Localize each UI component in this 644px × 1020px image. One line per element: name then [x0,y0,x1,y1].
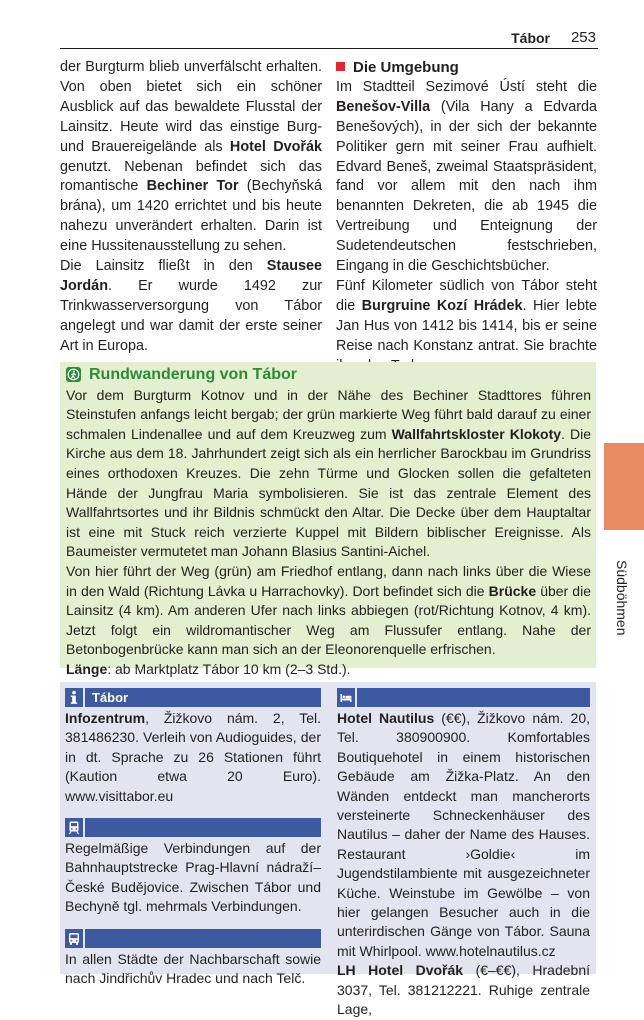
heading-text: Die Umgebung [353,59,459,76]
walking-icon [66,367,81,382]
bold-term: Wallfahrtskloster Klokoty [391,425,562,442]
paragraph: Von hier führt der Weg (grün) am Friedhof entlang, dann nach links über die Wiese in den Wald (Richtung Lávka u Harrachovky). Dort befindet sich die Brücke über die Lainsitz (4 km). Am anderen Ufer nach links abbiegen (rot/Richtung Kotnov, 4 km). Jetzt folgt ein wildromantischer Weg am Flussufer entlang. Nahe der Betonbogenbrücke kann man sich an der Eleonorenquelle erfrischen. [66,562,591,658]
bold-term: Infozentrum [65,710,146,726]
chapter-tab [604,443,644,530]
paragraph: Im Stadtteil Sezimové Ústí steht die Benešov-Villa (Vila Hany a Edvarda Benešových), in der sich der bekannte Politiker gern mit seiner Frau aufhielt. Edvard Beneš, zweimal Staatspräsident, fand vor allem mit den nach ihm benannten Dekreten, die ab 1945 die Vertreibung und Enteignung der Sudetendeutschen festschrieben, Eingang in die Geschichtsbücher. [336,78,597,275]
right-column [336,58,597,377]
info-icon [65,688,85,707]
hotel-text: Hotel Nautilus (€€), Žižkovo nám. 20, Tel. 380900900. Komfortables Boutiquehotel in einem historischen Gebäude am Žižka-Platz. An den Wänden entdeckt man mancherorts versteinerte Schneckenhäuser des Nautilus – daher der Name des Hauses. Restaurant ›Goldie‹ im Jugendstilambiente mit ausgezeichneter Küche. Weinstube im Gewölbe – von hier gelangen Besucher auch in die unterirdischen Gänge von Tábor. Sauna mit Whirlpool. www.hotelnautilus.cz [337,710,590,959]
chapter-label: Südböhmen [614,559,630,636]
info-right-column [337,688,590,1020]
bold-term: Stausee Jordán [60,258,322,294]
bed-icon [337,688,357,707]
tourist-info-label: Tábor [92,689,129,705]
paragraph: Länge: ab Marktplatz Tábor 10 km (2–3 Std.). [66,660,351,677]
bus-icon [65,929,85,948]
bus-text: In allen Städte der Nachbarschaft sowie nach Jindřichův Hradec und nach Telč. [65,950,321,987]
hotel-text: LH Hotel Dvořák (€–€€), Hradební 3037, Tel. 381212221. Ruhige zentrale Lage, [337,962,590,1018]
page-header [60,28,598,49]
train-text: Regelmäßige Verbindungen auf der Bahnhauptstrecke Prag-Hlavní nádraží–České Budějovice. Zwischen Tábor und Bechyně tgl. mehrmals Verbindungen. [65,840,321,915]
bold-term: Hotel Dvořák [229,138,322,155]
bold-term: Brücke [488,582,537,599]
paragraph: Vor dem Burgturm Kotnov und in der Nähe des Bechiner Stadttores führen Steinstufen anfangs leicht bergab; der grün markierte Weg führt bald darauf zu einer schmalen Lindenallee und auf dem Kreuzweg zum Wallfahrtskloster Klokoty. Die Kirche aus dem 18. Jahrhundert zeigt sich als ein herrlicher Barockbau im Grundriss eines orthodoxen Kreuzes. Die zehn Türme und Glocken sollen die gefalteten Hände der Jungfrau Maria symbolisieren. Sie ist das zentrale Element des Wallfahrtsortes und ihr Bildnis schmückt den Altar. Die Decke über dem Hauptaltar ist eine mit Stuck reich verzierte Kuppel mit Bildern biblischer Ereignisse. Als Baumeister vermutetet man Johann Blasius Santini-Aichel. [66,386,591,560]
hotel-bar [337,688,590,707]
tourist-info-bar [65,688,321,707]
walk-title-text: Rundwanderung von Tábor [89,366,297,383]
bold-term: Hotel Nautilus [337,710,435,726]
section-title: Tábor [511,30,550,46]
bold-term: LH Hotel Dvořák [337,962,464,979]
info-left-column [65,688,321,988]
square-bullet-icon [336,62,345,71]
info-panel [60,682,596,1018]
bold-term: Länge [66,660,108,677]
paragraph: Die Lainsitz fließt in den Stausee Jordán. Er wurde 1492 zur Trinkwasserversorgung von Tábor angelegt und war damit der erste seiner Art in Europa. [60,258,322,354]
paragraph: der Burgturm blieb unverfälscht erhalten. Von oben bietet sich ein schöner Ausblick auf das bewaldete Flusstal der Lainsitz. Heute wird das einstige Burg- und Brauereigelände als Hotel Dvořák genutzt. Nebenan befindet sich das romantische Bechiner Tor (Bechyňská brána), um 1420 errichtet und bis heute nahezu unverändert erhalten. Darin ist eine Hussitenausstellung zu sehen. [60,59,322,255]
bold-term: Burgruine Kozí Hrádek [361,297,523,314]
bold-term: Benešov-Villa [336,98,431,115]
bold-term: Bechiner Tor [146,178,239,195]
bus-bar [65,929,321,948]
tourist-info-text: Infozentrum, Žižkovo nám. 2, Tel. 381486230. Verleih von Audioguides, der in dt. Sprache zu 26 Stationen führt (Kaution etwa 20 Euro). www.visittabor.eu [65,710,321,804]
section-heading [336,58,597,78]
train-bar [65,818,321,837]
walk-box [60,362,596,677]
left-column [60,58,322,357]
walk-title [66,365,591,385]
paragraph: Fünf Kilometer südlich von Tábor steht die Burgruine Kozí Hrádek. Hier lebte Jan Hus von 1412 bis 1414, bis er seine Reise nach Konstanz antrat. Sie brachte [336,277,597,354]
train-icon [65,818,85,837]
page-number: 253 [570,29,596,46]
